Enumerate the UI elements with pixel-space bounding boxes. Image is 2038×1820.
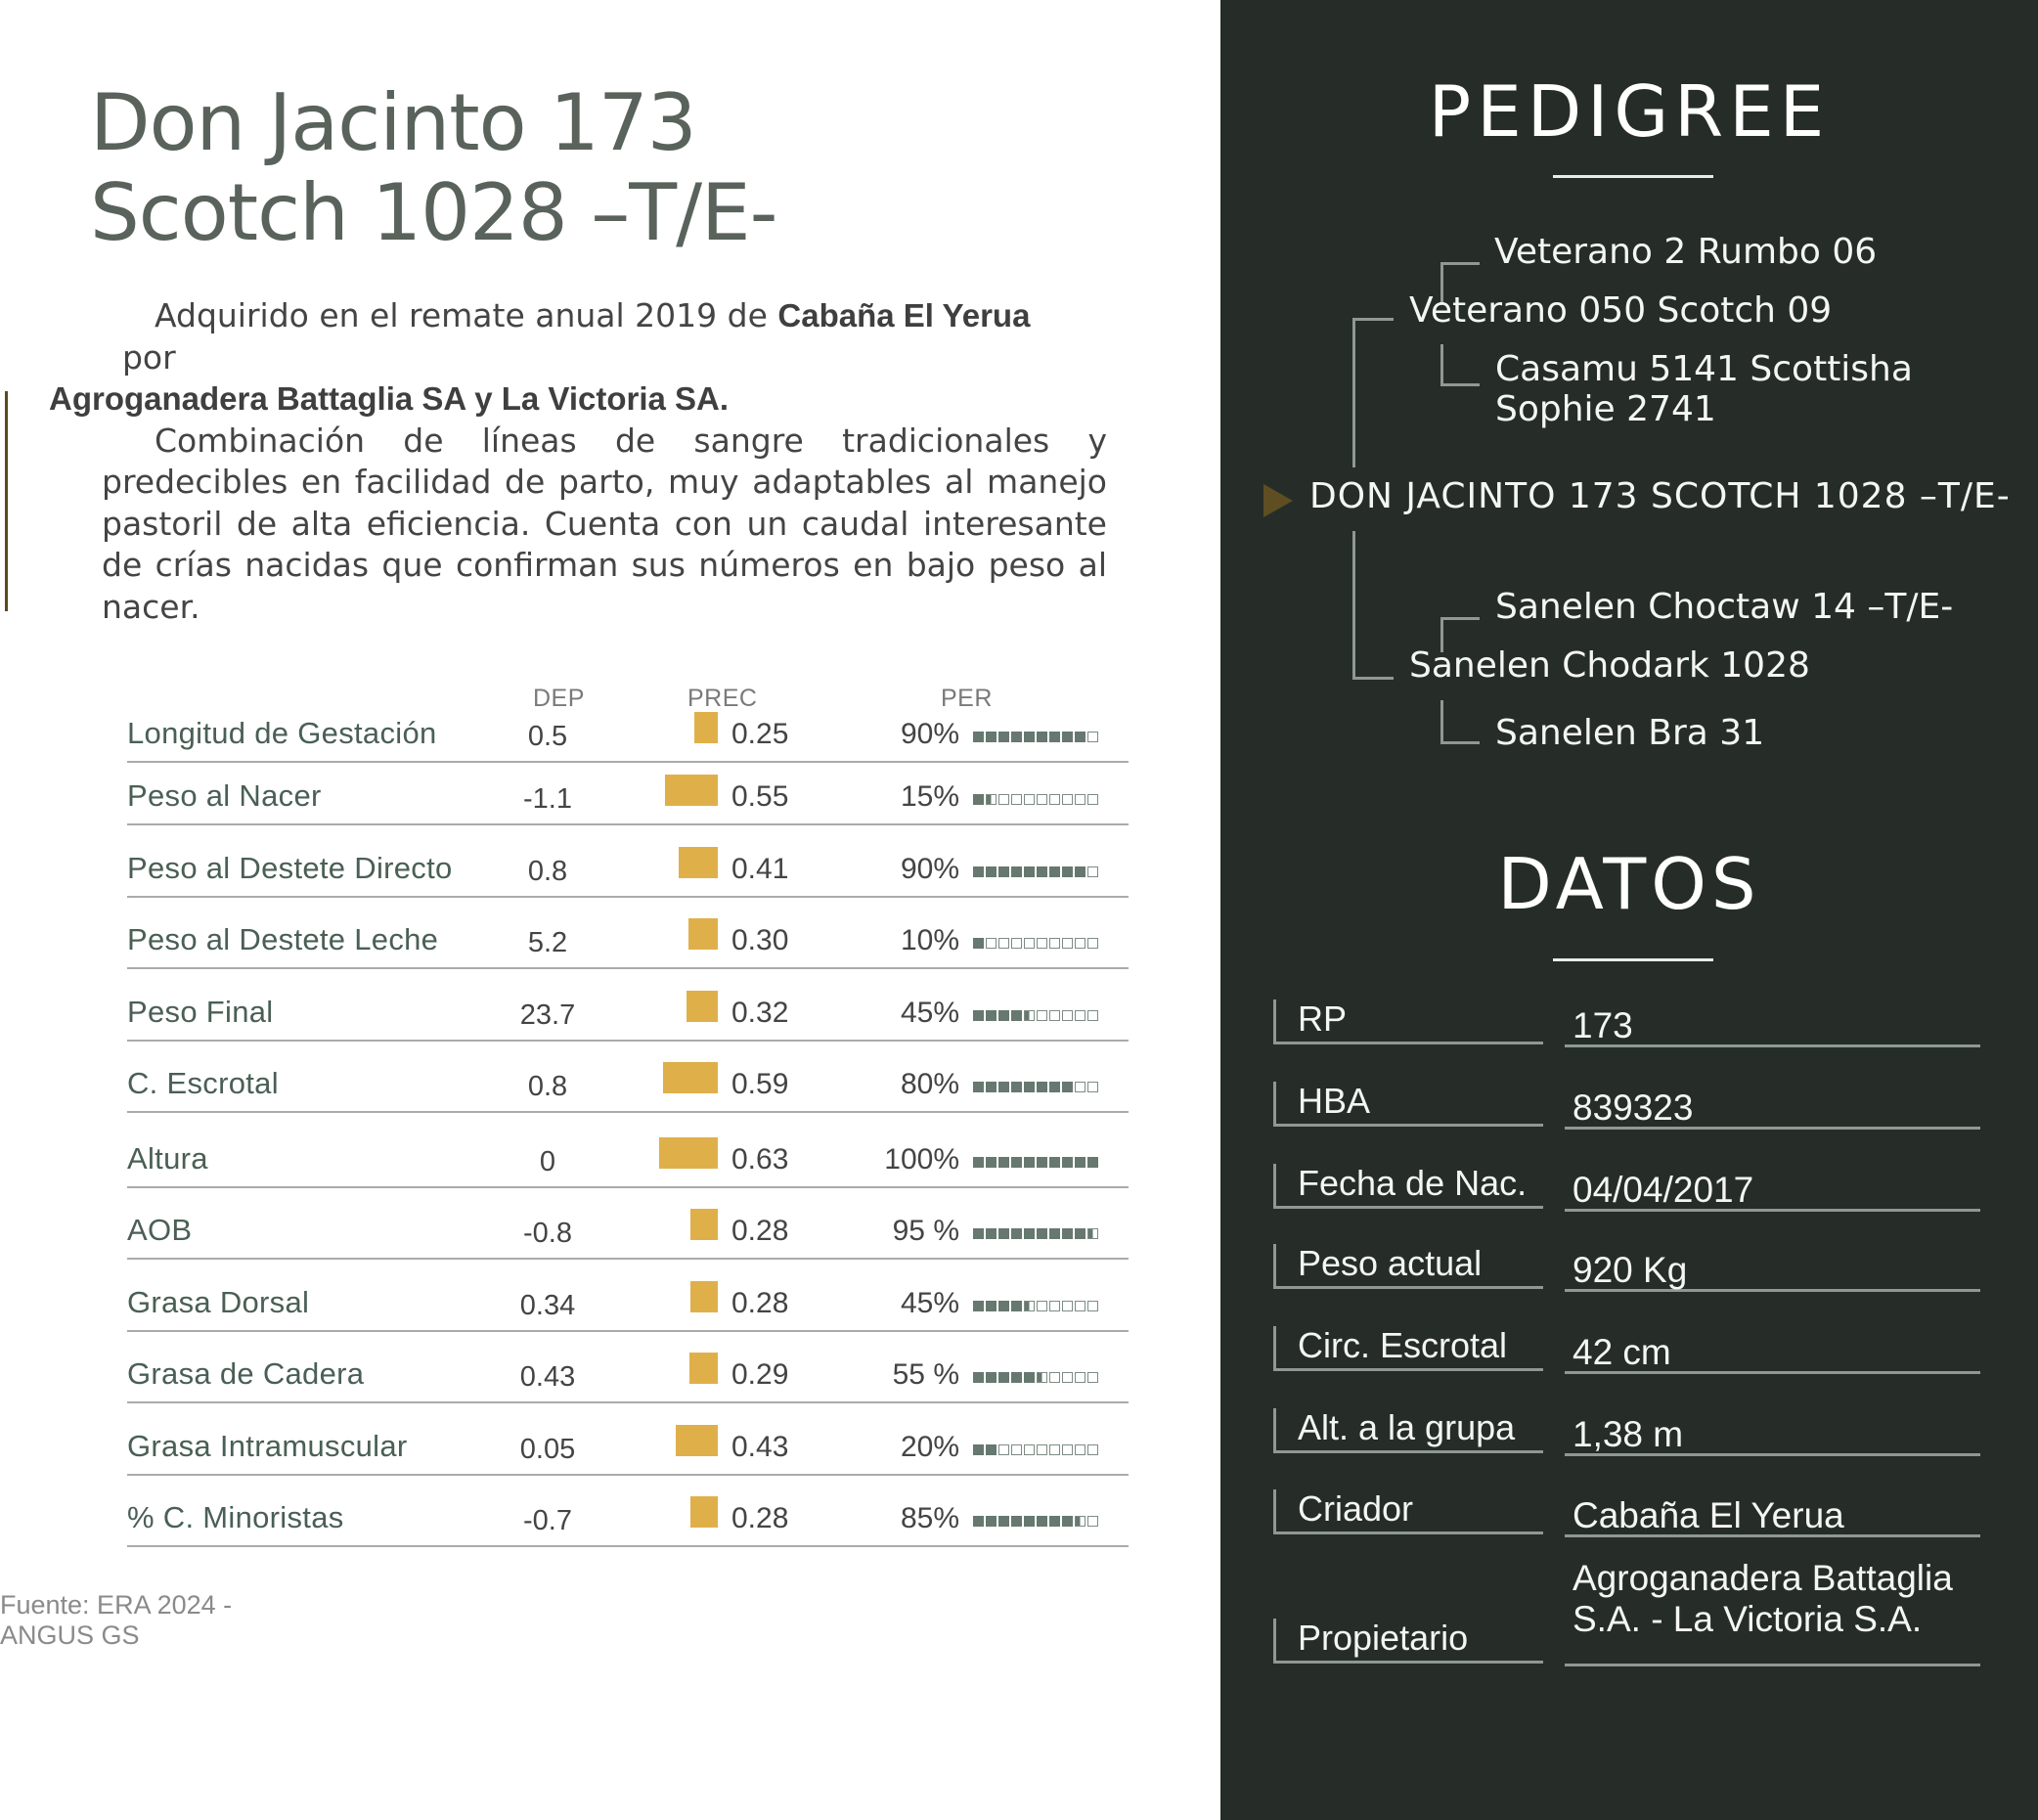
percentile-square <box>1011 794 1022 805</box>
tree-line <box>1440 383 1480 386</box>
column-header-dep: DEP <box>533 685 585 712</box>
column-header-per: PER <box>941 685 993 712</box>
prec-bar <box>694 712 718 743</box>
pedigree-sire-dam-line-1: Casamu 5141 Scottisha <box>1495 349 1913 389</box>
percentile-squares <box>973 1444 1098 1456</box>
table-row <box>127 704 1129 763</box>
row-divider <box>127 1474 1129 1476</box>
title-line-1: Don Jacinto 173 <box>90 77 696 168</box>
percentile-square <box>1037 1010 1047 1021</box>
datos-key-box <box>1273 1164 1543 1209</box>
percentile-square <box>1049 794 1060 805</box>
percentile-square <box>986 1444 997 1455</box>
pedigree-title: PEDIGREE <box>1428 70 1831 153</box>
tree-line <box>1440 344 1443 385</box>
percentile-square <box>1087 1010 1098 1021</box>
percentile-square <box>1062 866 1073 877</box>
percentile-square <box>973 732 984 742</box>
prec-value: 0.25 <box>731 718 789 750</box>
percentile-square <box>1087 866 1098 877</box>
percentile-square <box>1049 1301 1060 1311</box>
description <box>49 295 1107 628</box>
percentile-square <box>973 1516 984 1527</box>
accent-line <box>5 391 8 611</box>
datos-key: Alt. a la grupa <box>1298 1407 1516 1447</box>
percentile-square <box>973 1010 984 1021</box>
dep-value: 0.43 <box>519 1361 576 1393</box>
percentile-square <box>1024 732 1035 742</box>
prec-bar <box>688 918 718 950</box>
table-row <box>127 1488 1129 1547</box>
percentile-square <box>986 938 997 949</box>
right-panel <box>1220 0 2038 1820</box>
percentile-square <box>973 1157 984 1168</box>
percentile-square <box>998 1301 1009 1311</box>
per-value: 55 % <box>892 1358 959 1391</box>
percentile-square <box>1062 732 1073 742</box>
prec-bar <box>676 1425 718 1456</box>
percentile-square <box>998 866 1009 877</box>
percentile-squares <box>973 732 1098 743</box>
datos-key-box <box>1273 1244 1543 1289</box>
percentile-square <box>1049 1516 1060 1527</box>
dep-value: 0.5 <box>527 721 568 752</box>
prec-bar <box>689 1353 718 1384</box>
percentile-square <box>1075 1516 1085 1527</box>
percentile-square <box>998 1228 1009 1239</box>
datos-value-line-2: S.A. - La Victoria S.A. <box>1573 1599 1923 1639</box>
per-value: 90% <box>900 718 959 750</box>
percentile-square <box>1087 1301 1098 1311</box>
pedigree-animal: DON JACINTO 173 SCOTCH 1028 –T/E- <box>1309 476 2011 516</box>
pedigree-sire-dam-line-2: Sophie 2741 <box>1495 389 1716 429</box>
percentile-square <box>1024 1082 1035 1092</box>
prec-value: 0.41 <box>731 853 789 885</box>
percentile-square <box>1075 1301 1085 1311</box>
dep-value: 0.8 <box>527 1071 568 1102</box>
datos-key-box <box>1273 1489 1543 1534</box>
percentile-square <box>1024 1516 1035 1527</box>
percentile-square <box>1024 1157 1035 1168</box>
percentile-square <box>1024 1301 1035 1311</box>
table-row <box>127 1130 1129 1188</box>
percentile-squares <box>973 866 1098 878</box>
dep-value: 0.8 <box>527 856 568 887</box>
percentile-square <box>973 938 984 949</box>
percentile-square <box>973 1228 984 1239</box>
percentile-squares <box>973 1082 1098 1093</box>
dep-value: 0.34 <box>519 1290 576 1321</box>
datos-title-rule <box>1553 958 1713 961</box>
row-divider <box>127 1401 1129 1403</box>
prec-value: 0.59 <box>731 1068 789 1100</box>
datos-key-box <box>1273 999 1543 1044</box>
row-label: Grasa de Cadera <box>127 1356 365 1391</box>
percentile-square <box>1011 1516 1022 1527</box>
percentile-square <box>1024 794 1035 805</box>
datos-key: HBA <box>1298 1081 1371 1121</box>
description-paragraph-1 <box>49 295 1107 421</box>
percentile-square <box>973 794 984 805</box>
percentile-square <box>986 732 997 742</box>
row-divider <box>127 896 1129 898</box>
percentile-square <box>998 938 1009 949</box>
row-label: C. Escrotal <box>127 1066 279 1100</box>
table-row <box>127 1273 1129 1332</box>
percentile-square <box>998 794 1009 805</box>
percentile-square <box>986 1082 997 1092</box>
table-row <box>127 910 1129 969</box>
description-text: Adquirido en el remate anual 2019 de <box>155 296 778 334</box>
dep-value: 5.2 <box>527 927 568 958</box>
percentile-square <box>1049 1157 1060 1168</box>
percentile-square <box>998 1516 1009 1527</box>
prec-value: 0.55 <box>731 780 789 813</box>
prec-bar <box>665 775 718 806</box>
percentile-square <box>1075 1228 1085 1239</box>
percentile-square <box>998 1444 1009 1455</box>
prec-value: 0.28 <box>731 1502 789 1534</box>
per-value: 95 % <box>892 1215 959 1247</box>
owner-name: Agroganadera Battaglia SA y La Victoria SA. <box>49 380 730 417</box>
percentile-square <box>1037 1082 1047 1092</box>
row-label: Peso al Destete Directo <box>127 851 453 885</box>
datos-value: Cabaña El Yerua <box>1573 1495 1844 1535</box>
percentile-squares <box>973 1157 1098 1169</box>
datos-title: DATOS <box>1497 843 1761 925</box>
table-row <box>127 767 1129 825</box>
percentile-square <box>986 1516 997 1527</box>
percentile-square <box>1087 1372 1098 1383</box>
percentile-square <box>1011 1010 1022 1021</box>
row-label: Peso al Nacer <box>127 778 322 813</box>
per-value: 80% <box>900 1068 959 1100</box>
row-label: Grasa Dorsal <box>127 1285 310 1319</box>
per-value: 90% <box>900 853 959 885</box>
tree-line <box>1440 700 1443 744</box>
row-label: Peso Final <box>127 995 274 1029</box>
datos-key: Propietario <box>1298 1618 1469 1658</box>
per-value: 45% <box>900 1287 959 1319</box>
percentile-square <box>1087 1228 1098 1239</box>
datos-key: RP <box>1298 999 1348 1039</box>
datos-key: Criador <box>1298 1488 1414 1529</box>
datos-key: Fecha de Nac. <box>1298 1163 1528 1203</box>
prec-bar <box>679 847 718 878</box>
datos-value: 173 <box>1573 1005 1633 1045</box>
percentile-square <box>1062 1372 1073 1383</box>
prec-value: 0.63 <box>731 1143 789 1176</box>
per-value: 45% <box>900 997 959 1029</box>
row-label: % C. Minoristas <box>127 1500 344 1534</box>
percentile-square <box>1011 866 1022 877</box>
percentile-square <box>1024 1372 1035 1383</box>
dep-value: -0.8 <box>523 1218 572 1249</box>
percentile-square <box>1037 794 1047 805</box>
prec-bar <box>690 1209 718 1240</box>
tree-line <box>1352 531 1355 680</box>
percentile-square <box>1087 1516 1098 1527</box>
title-line-2: Scotch 1028 –T/E- <box>90 167 777 258</box>
percentile-squares <box>973 938 1098 950</box>
percentile-square <box>998 1010 1009 1021</box>
tree-line <box>1352 318 1355 467</box>
datos-key-box <box>1273 1408 1543 1453</box>
percentile-square <box>1062 1082 1073 1092</box>
table-row <box>127 1201 1129 1260</box>
prec-bar <box>687 991 718 1022</box>
datos-value: 1,38 m <box>1573 1414 1684 1454</box>
tree-line <box>1440 262 1480 265</box>
percentile-square <box>998 732 1009 742</box>
datos-key: Circ. Escrotal <box>1298 1325 1508 1365</box>
percentile-square <box>1011 1301 1022 1311</box>
percentile-square <box>1062 1516 1073 1527</box>
pedigree-sire: Veterano 050 Scotch 09 <box>1409 290 1833 331</box>
percentile-square <box>1075 938 1085 949</box>
per-value: 15% <box>900 780 959 813</box>
percentile-square <box>1062 1301 1073 1311</box>
percentile-square <box>986 794 997 805</box>
breeder-name: Cabaña El Yerua <box>777 297 1031 333</box>
percentile-square <box>1024 1228 1035 1239</box>
percentile-square <box>1075 1082 1085 1092</box>
table-row <box>127 983 1129 1042</box>
percentile-square <box>973 1444 984 1455</box>
row-divider <box>127 1545 1129 1547</box>
percentile-square <box>986 1372 997 1383</box>
prec-value: 0.29 <box>731 1358 789 1391</box>
percentile-square <box>1037 1372 1047 1383</box>
table-row <box>127 1417 1129 1476</box>
dep-value: -0.7 <box>523 1505 572 1536</box>
tree-line <box>1440 741 1480 744</box>
percentile-square <box>1037 1228 1047 1239</box>
row-divider <box>127 761 1129 763</box>
percentile-square <box>1062 794 1073 805</box>
percentile-square <box>1075 732 1085 742</box>
percentile-square <box>973 866 984 877</box>
percentile-squares <box>973 794 1098 806</box>
percentile-square <box>1011 1082 1022 1092</box>
row-label: Altura <box>127 1141 208 1176</box>
percentile-square <box>1062 1157 1073 1168</box>
percentile-square <box>986 1157 997 1168</box>
description-paragraph-2: Combinación de líneas de sangre tradicionales y predecibles en facilidad de parto, muy adaptables al manejo pastoril de alta eficiencia. Cuenta con un caudal interesante de crías nacidas que confirman sus números en bajo peso al nacer. <box>102 421 1107 626</box>
prec-value: 0.30 <box>731 924 789 956</box>
percentile-square <box>1062 1228 1073 1239</box>
percentile-square <box>1087 732 1098 742</box>
prec-value: 0.28 <box>731 1215 789 1247</box>
per-value: 100% <box>884 1143 959 1176</box>
tree-line <box>1352 677 1394 680</box>
percentile-square <box>1049 866 1060 877</box>
pedigree-title-rule <box>1553 175 1713 178</box>
percentile-square <box>1024 866 1035 877</box>
percentile-square <box>1049 1010 1060 1021</box>
per-value: 85% <box>900 1502 959 1534</box>
page-title <box>90 78 776 258</box>
percentile-square <box>998 1157 1009 1168</box>
datos-value: 04/04/2017 <box>1573 1170 1754 1210</box>
tree-line <box>1440 617 1480 620</box>
percentile-square <box>1037 1516 1047 1527</box>
percentile-square <box>1024 1010 1035 1021</box>
percentile-square <box>1049 1372 1060 1383</box>
percentile-square <box>1049 732 1060 742</box>
percentile-square <box>1011 732 1022 742</box>
percentile-square <box>1075 1157 1085 1168</box>
pedigree-dam-dam: Sanelen Bra 31 <box>1495 713 1765 753</box>
tree-line <box>1352 318 1394 321</box>
percentile-square <box>1024 1444 1035 1455</box>
percentile-square <box>1011 1372 1022 1383</box>
percentile-square <box>1049 1444 1060 1455</box>
percentile-square <box>1062 1444 1073 1455</box>
row-divider <box>127 1040 1129 1042</box>
row-divider <box>127 1258 1129 1260</box>
per-value: 20% <box>900 1431 959 1463</box>
datos-value: 920 Kg <box>1573 1250 1688 1290</box>
percentile-square <box>1062 938 1073 949</box>
percentile-square <box>1087 1082 1098 1092</box>
percentile-square <box>1037 938 1047 949</box>
percentile-squares <box>973 1372 1098 1384</box>
percentile-square <box>1087 1444 1098 1455</box>
table-row <box>127 1054 1129 1113</box>
prec-bar <box>659 1137 718 1169</box>
percentile-square <box>1087 938 1098 949</box>
prec-value: 0.28 <box>731 1287 789 1319</box>
percentile-square <box>1049 1082 1060 1092</box>
row-label: Longitud de Gestación <box>127 716 437 750</box>
percentile-squares <box>973 1516 1098 1528</box>
row-divider <box>127 1186 1129 1188</box>
row-divider <box>127 1330 1129 1332</box>
row-divider <box>127 967 1129 969</box>
percentile-squares <box>973 1228 1098 1240</box>
datos-key-box <box>1273 1082 1543 1127</box>
percentile-square <box>1037 1301 1047 1311</box>
pedigree-sire-sire: Veterano 2 Rumbo 06 <box>1494 232 1878 272</box>
percentile-square <box>998 1082 1009 1092</box>
row-label: Grasa Intramuscular <box>127 1429 408 1463</box>
row-divider <box>127 823 1129 825</box>
datos-value-line-1: Agroganadera Battaglia <box>1573 1558 1953 1598</box>
row-divider <box>127 1111 1129 1113</box>
datos-key: Peso actual <box>1298 1243 1483 1283</box>
percentile-square <box>1062 1010 1073 1021</box>
prec-bar <box>663 1062 718 1093</box>
percentile-square <box>986 1301 997 1311</box>
per-value: 10% <box>900 924 959 956</box>
prec-bar <box>690 1496 718 1528</box>
pedigree-dam: Sanelen Chodark 1028 <box>1409 645 1810 686</box>
percentile-square <box>1087 1157 1098 1168</box>
percentile-square <box>973 1372 984 1383</box>
datos-key-box <box>1273 1619 1543 1664</box>
percentile-square <box>1011 1157 1022 1168</box>
dep-value: 23.7 <box>519 999 576 1031</box>
row-label: Peso al Destete Leche <box>127 922 439 956</box>
percentile-square <box>1011 1444 1022 1455</box>
percentile-square <box>1075 1010 1085 1021</box>
prec-value: 0.43 <box>731 1431 789 1463</box>
percentile-square <box>998 1372 1009 1383</box>
percentile-square <box>1037 866 1047 877</box>
table-row <box>127 1345 1129 1403</box>
percentile-square <box>1024 938 1035 949</box>
percentile-square <box>1087 794 1098 805</box>
percentile-square <box>1075 794 1085 805</box>
datos-key-box <box>1273 1326 1543 1371</box>
percentile-square <box>1037 732 1047 742</box>
source-note: Fuente: ERA 2024 - ANGUS GS <box>0 1590 233 1650</box>
percentile-square <box>973 1301 984 1311</box>
dep-value: 0.05 <box>519 1434 576 1465</box>
percentile-square <box>1075 1372 1085 1383</box>
percentile-square <box>1075 1444 1085 1455</box>
datos-value-underline <box>1565 1664 1980 1666</box>
percentile-square <box>986 866 997 877</box>
percentile-square <box>1011 1228 1022 1239</box>
percentile-square <box>1011 938 1022 949</box>
description-text: por <box>102 337 187 377</box>
percentile-square <box>1037 1157 1047 1168</box>
percentile-squares <box>973 1301 1098 1312</box>
percentile-square <box>1049 938 1060 949</box>
arrow-icon <box>1263 484 1293 517</box>
dep-value: -1.1 <box>523 783 572 815</box>
percentile-square <box>1037 1444 1047 1455</box>
column-header-prec: PREC <box>687 685 758 712</box>
datos-value: 839323 <box>1573 1088 1694 1128</box>
dep-value: 0 <box>539 1146 556 1177</box>
percentile-square <box>986 1010 997 1021</box>
percentile-square <box>973 1082 984 1092</box>
prec-value: 0.32 <box>731 997 789 1029</box>
percentile-square <box>1075 866 1085 877</box>
percentile-square <box>1049 1228 1060 1239</box>
percentile-square <box>986 1228 997 1239</box>
percentile-squares <box>973 1010 1098 1022</box>
table-row <box>127 839 1129 898</box>
row-label: AOB <box>127 1213 193 1247</box>
datos-value: 42 cm <box>1573 1332 1671 1372</box>
pedigree-dam-sire: Sanelen Choctaw 14 –T/E- <box>1495 587 1954 627</box>
prec-bar <box>690 1281 718 1312</box>
